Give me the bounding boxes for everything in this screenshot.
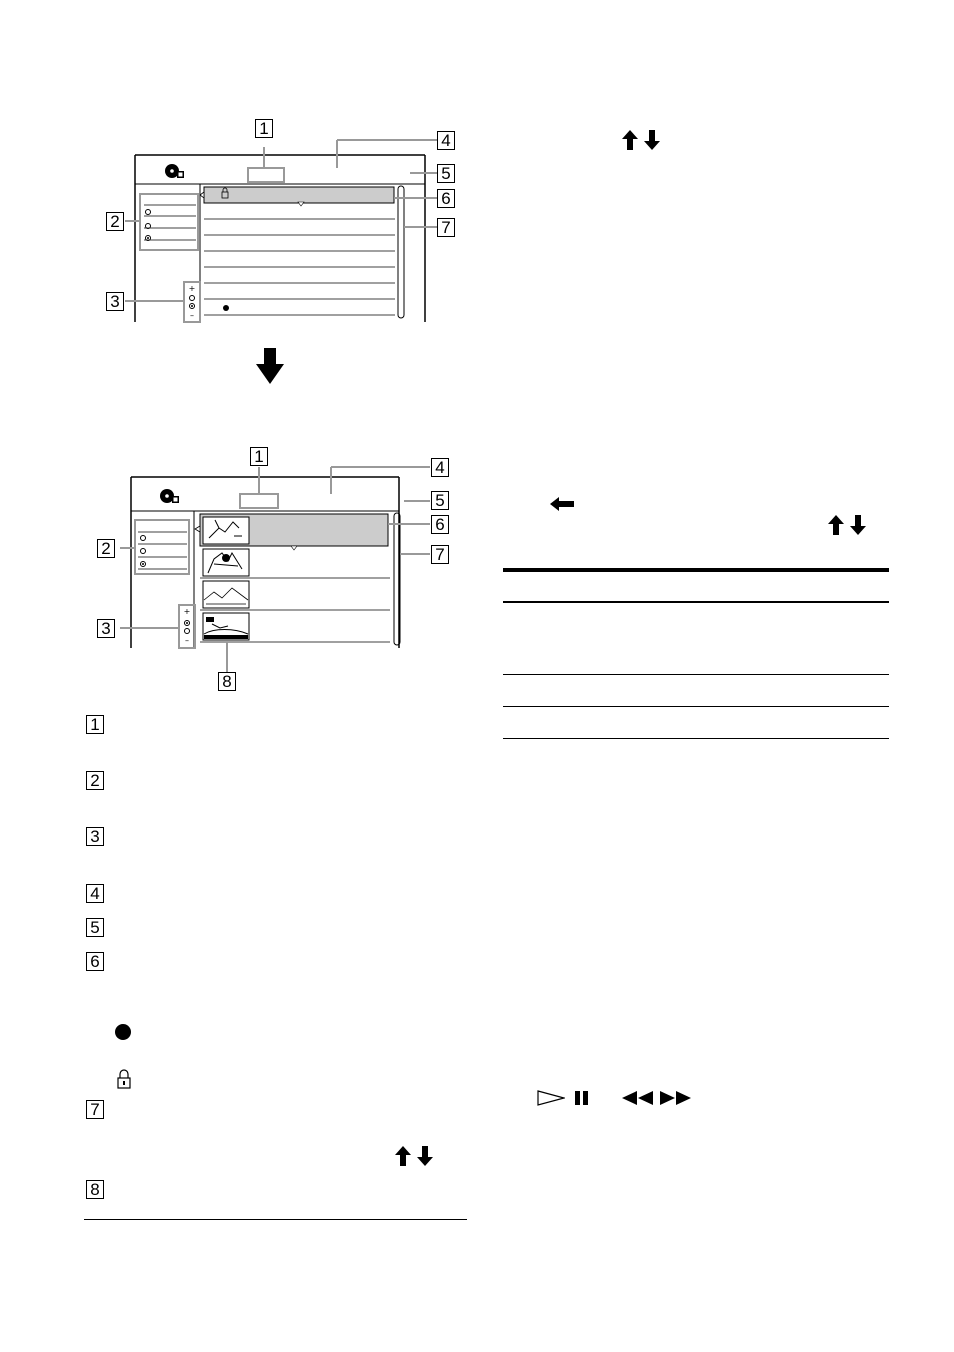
table-top-rule <box>503 568 889 572</box>
legend-5: 5 <box>86 918 104 937</box>
rewind-icon <box>622 1091 654 1105</box>
callout-3-top: 3 <box>106 292 124 311</box>
record-dot-icon <box>115 1024 131 1040</box>
callout-6-top: 6 <box>437 189 455 208</box>
callout-7-top: 7 <box>437 218 455 237</box>
callout-2-bottom: 2 <box>97 539 115 558</box>
section-divider <box>84 1219 467 1220</box>
table-row-rule <box>503 674 889 675</box>
callout-4-bottom: 4 <box>431 458 449 477</box>
svg-text:+: + <box>183 607 191 616</box>
callout-5-top: 5 <box>437 164 455 183</box>
callout-8-bottom: 8 <box>218 672 236 691</box>
callout-1-top: 1 <box>255 119 273 138</box>
legend-4: 4 <box>86 884 104 903</box>
svg-text:+: + <box>188 284 196 293</box>
title-list-diagram-top <box>100 110 470 330</box>
legend-8: 8 <box>86 1180 104 1199</box>
legend-1: 1 <box>86 715 104 734</box>
table-bottom-rule <box>503 738 889 739</box>
callout-4-top: 4 <box>437 131 455 150</box>
legend-6: 6 <box>86 952 104 971</box>
left-arrow-icon <box>550 497 574 511</box>
legend-2: 2 <box>86 771 104 790</box>
up-down-arrow-icon <box>395 1146 433 1168</box>
pause-icon <box>574 1091 590 1105</box>
svg-text:–: – <box>185 636 189 645</box>
legend-7: 7 <box>86 1100 104 1119</box>
svg-text:–: – <box>190 311 194 320</box>
callout-7-bottom: 7 <box>431 545 449 564</box>
up-down-arrow-icon <box>622 130 660 152</box>
callout-1-bottom: 1 <box>250 447 268 466</box>
up-down-arrow-icon <box>828 515 866 537</box>
down-arrow-icon <box>256 348 284 384</box>
play-icon <box>537 1090 565 1106</box>
legend-3: 3 <box>86 827 104 846</box>
lock-icon <box>117 1069 131 1089</box>
callout-6-bottom: 6 <box>431 515 449 534</box>
callout-3-bottom: 3 <box>97 619 115 638</box>
table-row-rule <box>503 706 889 707</box>
callout-2-top: 2 <box>106 212 124 231</box>
callout-5-bottom: 5 <box>431 491 449 510</box>
title-list-diagram-bottom <box>94 440 464 700</box>
table-header-rule <box>503 601 889 603</box>
fast-forward-icon <box>660 1091 692 1105</box>
